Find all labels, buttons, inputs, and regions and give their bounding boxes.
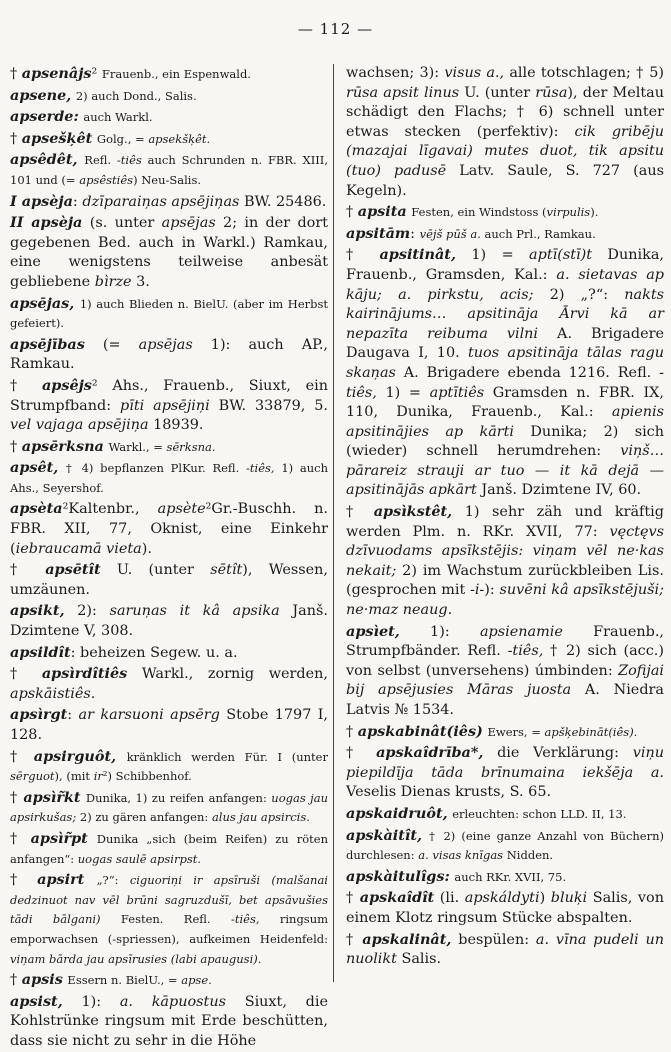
dictionary-entry: † apsìkstêt, 1) sehr zäh und kräftig werden Plm. n. RKr. XVII, 77: vęctęvs dzīvuodams apsīkstējis: viņam vēl ne·kas nekait; 2) im Wachstum zurückbleiben Lis. (gesprochen mit -i-): suvēni kâ apsīkstējuši; ne·maz neaug.	[346, 503, 664, 619]
dictionary-entry: † apsenâjs² Frauenb., ein Espenwald.	[10, 65, 251, 82]
dictionary-entry: † apsešķêt Golg., = apsekšķêt.	[10, 129, 211, 147]
dictionary-entry: apskaidruôt, erleuchten: schon LLD. II, 13.	[346, 804, 627, 822]
dictionary-entry: † apsìrdîtiês Warkl., zornig werden, apskāistiês.	[10, 665, 328, 702]
dictionary-entry: apsêdêt, Refl. -tiês auch Schrunden n. FBR. XIII, 101 und (= apsêstiês) Neu-Salis.	[10, 151, 328, 187]
dictionary-entry: apsìet, 1): apsienamie Frauenb., Strumpfbänder. Refl. -tiês, † 2) sich (acc.) von selbst (unversehens) úmbinden: Zofijai bij apsējusies Māras juosta A. Niedra Latvis № 1534.	[346, 622, 664, 718]
dictionary-entry: † apskabinât(iês) Ewers, = apšķebināt(iês).	[346, 722, 638, 740]
dictionary-entry: apsikt, 2): saruņas it kâ apsika Janš. Dzimtene V, 308.	[10, 602, 328, 640]
dictionary-entry: † apsitinât, 1) = aptī(stī)t Dunika, Frauenb., Gramsden, Kal.: a. sietavas ap kāju; a. pirkstu, acis; 2) „?“: nakts kairinājums… apsitināja Ārvi kā ar nepazīta reibuma vilni A. Brigadere Daugava I, 10. tuos apsitināja tālas ragu skaņas A. Brigadere ebenda 1216. Refl. -tiês, 1) = aptītiês Gramsden n. FBR. IX, 110, Dunika, Frauenb., Kal.: apienis apsitinājies ap kārti Dunika; 2) sich (wieder) schnell herumdrehen: viņš…pārareiz strauji ar tuo — it kā dejā — apsitinājās apkārt Janš. Dzimtene IV, 60.	[346, 246, 665, 499]
dictionary-entry: † apskalinât, bespülen: a. vīna pudeli un nuolikt Salis.	[346, 930, 664, 968]
dictionary-entry: apsējas, 1) auch Blieden n. BielU. (aber im Herbst gefeiert).	[10, 294, 329, 331]
dictionary-entry: † apsētît U. (unter sētît), Wessen, umzäunen.	[10, 561, 329, 598]
dictionary-entry: apsêt, † 4) bepflanzen PlKur. Refl. -tiês, 1) auch Ahs., Seyershof.	[10, 459, 329, 495]
dictionary-entry: apsējības (= apsējas 1): auch AP., Ramkau.	[10, 335, 329, 373]
dictionary-entry: apsist, 1): a. kāpuostus Siuxt, die Kohlstrünke ringsum mit Erde beschütten, dass sie nicht zu sehr in die Höhe	[10, 992, 328, 1049]
dictionary-entry: apsìrgt: ar karsuoni apsērg Stobe 1797 I, 128.	[10, 706, 328, 743]
dictionary-entry: I apsèja: dzīparaiņas apsējiņas BW. 25486.	[10, 192, 327, 210]
dictionary-entry: II apsèja (s. unter apsējas 2; in der dort gegebenen Bed. auch in Warkl.) Ramkau, eine wenigstens teilweise anbesät gebliebene bìrze 3.	[10, 214, 328, 290]
page-number: — 112 —	[297, 20, 374, 38]
dictionary-entry: † apskaîdît (li. apskáldyti) bluķi Salis, von einem Klotz ringsum Stücke abspalten.	[346, 889, 664, 926]
dictionary-entry: † apsis Essern n. BielU., = apse.	[10, 971, 212, 989]
column-divider	[333, 64, 334, 982]
dictionary-entry: † apsirt „?“: ciguoriņi ir apsīruši (malšanai dedzinuot nav vēl brūni sagruzdušī, bet apsāvušies tādi bālgani) Festen. Refl. -tiês, ringsum emporwachsen (-spriessen), aufkeimen Heidenfeld: viņam bārda jau apsīrusies (labi apaugusi).	[10, 871, 329, 966]
dictionary-entry: apskàitît, † 2) (eine ganze Anzahl von Büchern) durchlesen: a. visas knīgas Nidden.	[346, 826, 664, 863]
dictionary-entry: wachsen; 3): visus a., alle totschlagen; † 5) rūsa apsit linus U. (unter rūsa), der Meltau schädigt den Flachs; † 6) schnell unter etwas stecken (perfektiv): cik gribēju (mazajai līgavai) mutes duot, tik apsitu (tuo) padusē Latv. Saule, S. 727 (aus Kegeln).	[346, 65, 664, 199]
left-column	[10, 64, 328, 1052]
dictionary-entry: apsildît: beheizen Segew. u. a.	[10, 643, 238, 661]
dictionary-entry: † apsita Festen, ein Windstoss (virpulis).	[346, 203, 599, 221]
dictionary-entry: † apsìr̃pt Dunika „sich (beim Reifen) zu röten anfangen“: uogas saulē apsirpst.	[10, 829, 328, 866]
dictionary-entry: apsitām: vējš pūš a. auch Prl., Ramkau.	[346, 224, 596, 242]
dictionary-entry: † apsirguôt, kränklich werden Für. I (unter sērguot), (mit ir²) Schibbenhof.	[10, 747, 328, 784]
dictionary-entry: apserde: auch Warkl.	[10, 108, 153, 126]
right-column	[346, 64, 664, 970]
dictionary-entry: apsene, 2) auch Dond., Salis.	[10, 86, 197, 104]
dictionary-entry: † apskaîdrība*, die Verklärung: viņu piepildīja tāda brīnumaina iekšēja a. Veselis Dienas krusts, S. 65.	[346, 744, 664, 801]
dictionary-entry: apsèta²Kaltenbr., apsète²Gr.-Buschh. n. FBR. XII, 77, Oknist, eine Einkehr (iebraucamā vieta).	[10, 500, 328, 557]
dictionary-entry: apskàitulîgs: auch RKr. XVII, 75.	[346, 867, 567, 885]
dictionary-entry: † apsērksna Warkl., = sērksna.	[10, 437, 216, 455]
dictionary-entry: † apsêjs² Ahs., Frauenb., Siuxt, ein Strumpfband: pīti apsējiņi BW. 33879, 5. vel vajaga apsējiņa 18939.	[10, 376, 329, 434]
dictionary-entry: † apsìr̃kt Dunika, 1) zu reifen anfangen: uogas jau apsirkušas; 2) zu gären anfangen: alus jau apsircis.	[10, 788, 329, 825]
